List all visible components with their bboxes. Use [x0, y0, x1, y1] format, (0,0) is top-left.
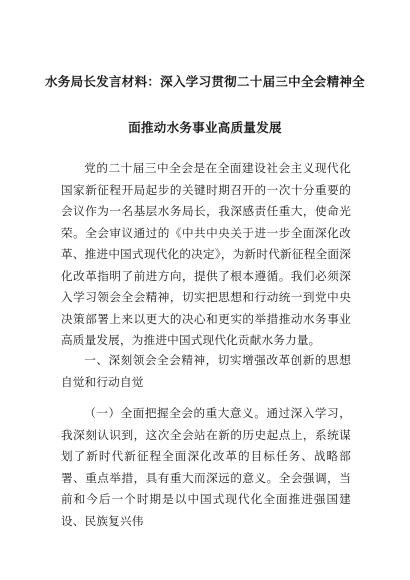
- document-title-line-2: 面推动水务事业高质量发展: [128, 120, 282, 135]
- section-heading-1: 一、深刻领会全会精神，切实增强改革创新的思想自觉和行动自觉: [61, 353, 351, 389]
- document-title-line-1: 水务局长发言材料：深入学习贯彻二十届三中全会精神全: [44, 74, 365, 89]
- body-paragraph-1-1: （一）全面把握全会的重大意义。通过深入学习，我深刻认识到，这次全会站在新的历史起点上，系统谋划了新时代新征程全面深化改革的目标任务、战略部署、重点举措，具有重大而深远的意义。全会强调，当前和今后一个时期是以中国式现代化全面推进强国建设、民族复兴伟: [61, 406, 351, 528]
- body-paragraph-intro: 党的二十届三中全会是在全面建设社会主义现代化国家新征程开局起步的关键时期召开的一次十分重要的会议作为一名基层水务局长，我深感责任重大，使命光荣。全会审议通过的《中共中央关于进一步全面深化改革、推进中国式现代化的决定》，为新时代新征程全面深化改革指明了前进方向，提供了根本遵循。我们必须深入学习领会全会精神，切实把思想和行动统一到党中央决策部署上来以更大的决心和更实的举措推动水务事业高质量发展，为推进中国式现代化贡献水务力量。: [61, 161, 351, 347]
